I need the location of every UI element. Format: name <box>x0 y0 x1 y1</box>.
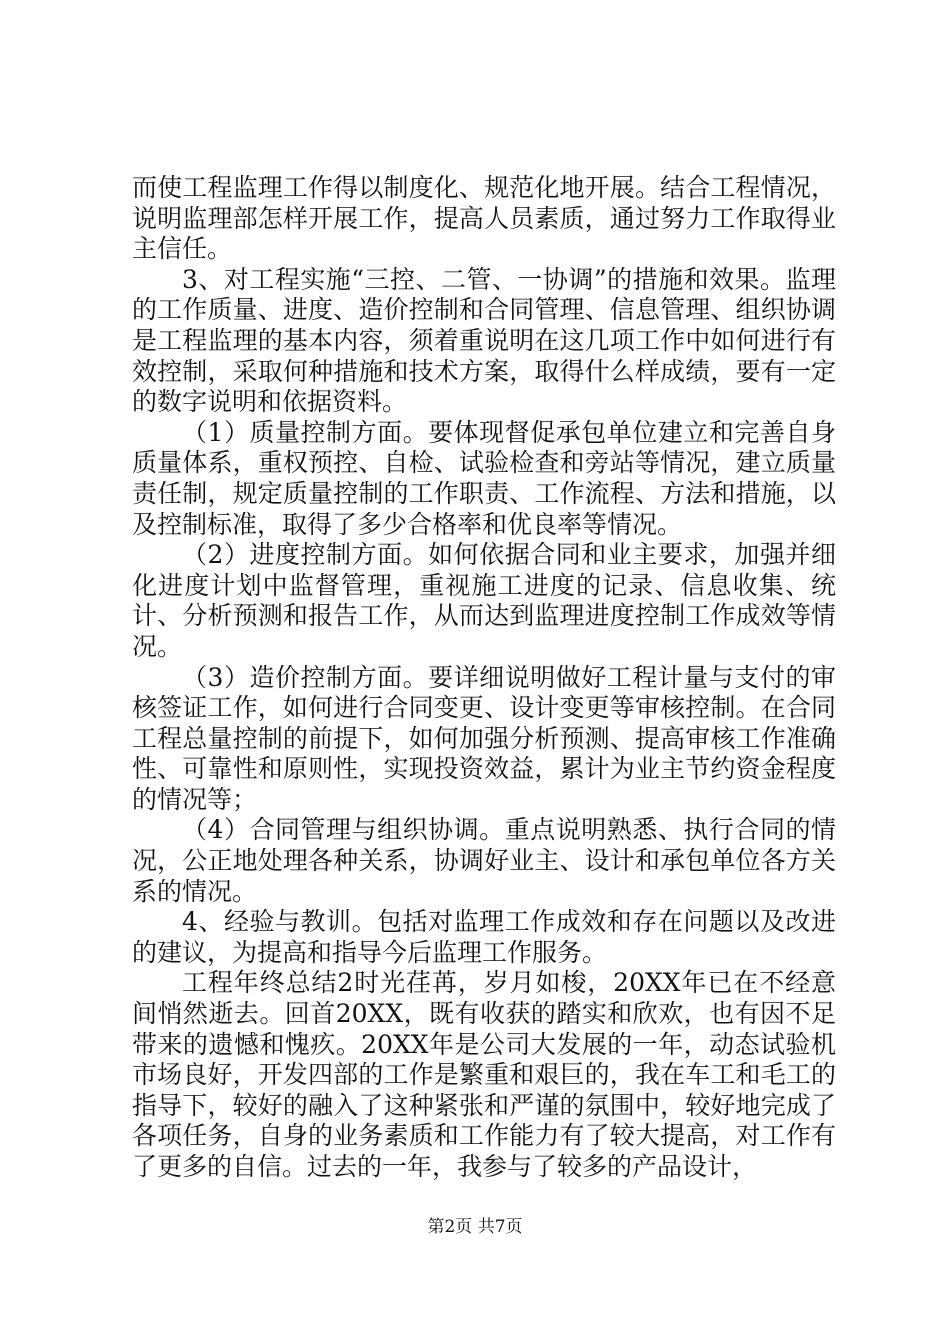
page-footer <box>0 1212 950 1237</box>
document-body <box>132 173 836 1183</box>
paragraph-year-end-summary: 工程年终总结2时光荏苒，岁月如梭，20XX年已在不经意间悄然逝去。回首20XX，既有收获的踏实和欣欢，也有因不足带来的遗憾和愧疚。20XX年是公司大发展的一年，动态试验机市场良好，开发四部的工作是繁重和艰巨的，我在车工和毛工的指导下，较好的融入了这种紧张和严谨的氛围中，较好地完成了各项任务，自身的业务素质和工作能力有了较大提高，对工作有了更多的自信。过去的一年，我参与了较多的产品设计， <box>132 968 836 1181</box>
paragraph-section-4: 4、经验与教训。包括对监理工作成效和存在问题以及改进的建议，为提高和指导今后监理工作服务。 <box>132 907 836 967</box>
paragraph-quality-control: （1）质量控制方面。要体现督促承包单位建立和完善自身质量体系，重权预控、自检、试验检查和旁站等情况，建立质量责任制，规定质量控制的工作职责、工作流程、方法和措施，以及控制标准，取得了多少合格率和优良率等情况。 <box>132 417 836 539</box>
paragraph-contract-management: （4）合同管理与组织协调。重点说明熟悉、执行合同的情况，公正地处理各种关系，协调好业主、设计和承包单位各方关系的情况。 <box>132 815 836 906</box>
paragraph-cost-control: （3）造价控制方面。要详细说明做好工程计量与支付的审核签证工作，如何进行合同变更、设计变更等审核控制。在合同工程总量控制的前提下，如何加强分析预测、提高审核工作准确性、可靠性和原则性，实现投资效益，累计为业主节约资金程度的情况等； <box>132 662 836 814</box>
paragraph-section-3: 3、对工程实施“三控、二管、一协调”的措施和效果。监理的工作质量、进度、造价控制和合同管理、信息管理、组织协调是工程监理的基本内容，须着重说明在这几项工作中如何进行有效控制，采取何种措施和技术方案，取得什么样成绩，要有一定的数字说明和依据资料。 <box>132 264 836 417</box>
paragraph-progress-control: （2）进度控制方面。如何依据合同和业主要求，加强并细化进度计划中监督管理，重视施工进度的记录、信息收集、统计、分析预测和报告工作，从而达到监理进度控制工作成效等情况。 <box>132 540 836 661</box>
page-indicator: 第2页 共7页 <box>427 1217 523 1237</box>
paragraph-continuation: 而使工程监理工作得以制度化、规范化地开展。结合工程情况，说明监理部怎样开展工作，提高人员素质，通过努力工作取得业主信任。 <box>132 173 836 264</box>
